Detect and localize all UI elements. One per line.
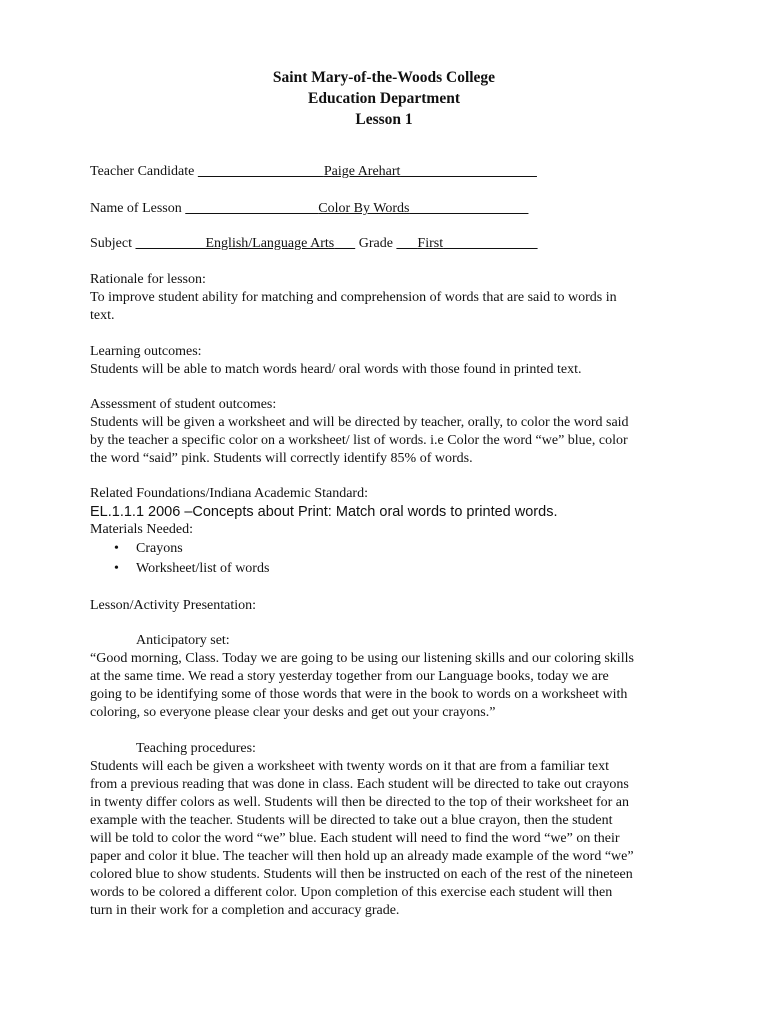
lesson-name-line (90, 200, 690, 218)
teaching-text-7: colored blue to show students. Students will then be instructed on each of the rest of the nineteen (90, 867, 633, 882)
rationale-text-1: To improve student ability for matching and comprehension of words that are said to words in (90, 290, 617, 305)
standards-heading: Related Foundations/Indiana Academic Standard: (90, 486, 368, 501)
teaching-heading: Teaching procedures: (136, 741, 256, 756)
anticipatory-text-3: going to be identifying some of those words that were in the book to words on a worksheet with (90, 687, 628, 702)
list-item: • Worksheet/list of words (90, 559, 690, 579)
anticipatory-text-1: “Good morning, Class. Today we are going to be using our listening skills and our coloring skills (90, 651, 634, 666)
teacher-candidate-label: Teacher Candidate (90, 164, 195, 179)
lesson-title: Lesson 1 (355, 111, 413, 128)
anticipatory-section (90, 632, 690, 722)
anticipatory-text-4: coloring, so everyone please clear your desks and get out your crayons.” (90, 705, 496, 720)
grade-value: First (417, 236, 444, 251)
materials-heading: Materials Needed: (90, 522, 194, 537)
bullet-icon: • (114, 561, 119, 576)
teaching-text-1: Students will each be given a worksheet with twenty words on it that are from a familiar text (90, 759, 610, 774)
learning-outcomes-section (90, 343, 690, 379)
document-header (0, 67, 768, 130)
teacher-candidate-line (90, 163, 690, 181)
teaching-text-5: will be told to color the word “we” blue. Each student will need to find the word “we” on their (90, 831, 620, 846)
teaching-section (90, 740, 690, 920)
presentation-heading: Lesson/Activity Presentation: (90, 598, 257, 613)
learning-outcomes-text: Students will be able to match words heard/ oral words with those found in printed text. (90, 362, 582, 377)
anticipatory-heading: Anticipatory set: (136, 633, 230, 648)
assessment-section (90, 396, 690, 468)
assessment-heading: Assessment of student outcomes: (90, 397, 277, 412)
grade-label: Grade (358, 236, 393, 251)
department-name: Education Department (308, 90, 460, 107)
learning-outcomes-heading: Learning outcomes: (90, 344, 202, 359)
subject-label: Subject (90, 236, 132, 251)
assessment-text-1: Students will be given a worksheet and will be directed by teacher, orally, to color the word said (90, 415, 629, 430)
rationale-section (90, 271, 690, 325)
lesson-name-label: Name of Lesson (90, 201, 182, 216)
college-name: Saint Mary-of-the-Woods College (272, 69, 496, 86)
presentation-section (90, 597, 690, 615)
standards-section (90, 485, 690, 579)
list-item: • Crayons (90, 539, 690, 559)
teaching-text-3: in twenty differ colors as well. Students will then be directed to the top of their worksheet for an (90, 795, 629, 810)
bullet-icon: • (114, 541, 119, 556)
lesson-name-value: Color By Words (318, 201, 410, 216)
materials-list (90, 539, 690, 579)
subject-value: English/Language Arts (205, 236, 335, 251)
standard-text: EL.1.1.1 2006 –Concepts about Print: Match oral words to printed words. (90, 504, 558, 520)
teacher-candidate-value: Paige Arehart (323, 164, 401, 179)
anticipatory-text-2: at the same time. We read a story yesterday together from our Language books, today we are (90, 669, 609, 684)
teaching-text-6: paper and color it blue. The teacher will then hold up an already made example of the word “we” (90, 849, 634, 864)
teaching-text-8: words to be colored a different color. Upon completion of this exercise each student will then (90, 885, 613, 900)
assessment-text-2: by the teacher a specific color on a worksheet/ list of words. i.e Color the word “we” blue, color (90, 433, 628, 448)
teaching-text-4: example with the teacher. Students will be directed to take out a blue crayon, then the student (90, 813, 613, 828)
rationale-heading: Rationale for lesson: (90, 272, 206, 287)
assessment-text-3: the word “said” pink. Students will correctly identify 85% of words. (90, 451, 473, 466)
subject-grade-line (90, 235, 690, 253)
rationale-text-2: text. (90, 308, 115, 323)
teaching-text-2: from a previous reading that was done in class. Each student will be directed to take out crayons (90, 777, 629, 792)
teaching-text-9: turn in their work for a completion and accuracy grade. (90, 903, 400, 918)
